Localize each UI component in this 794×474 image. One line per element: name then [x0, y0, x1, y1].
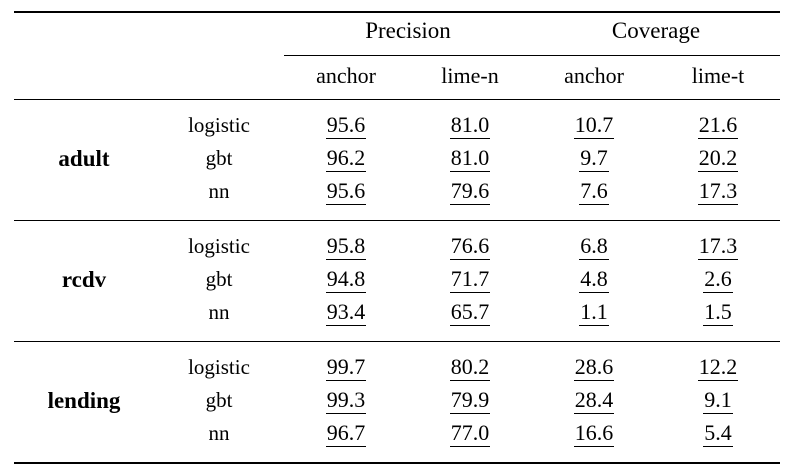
- cell-value: 77.0: [450, 420, 490, 446]
- header-dataset: [14, 56, 154, 97]
- column-group-coverage: [532, 12, 780, 53]
- cell-coverage-lime: [656, 230, 780, 263]
- cell-value: 4.8: [580, 266, 608, 292]
- cell-value: 94.8: [326, 266, 366, 292]
- cell-coverage-lime: [656, 384, 780, 417]
- cell-value: 96.7: [326, 420, 366, 446]
- header-coverage-lime: lime-t: [691, 63, 745, 88]
- row-model: logistic: [188, 355, 250, 379]
- table-row: [14, 351, 780, 384]
- block-spacer: [14, 221, 780, 231]
- cell-value: 95.8: [326, 233, 366, 259]
- block-spacer: [14, 342, 780, 352]
- cell-precision-lime: [408, 175, 532, 208]
- column-header-row: [14, 56, 780, 97]
- header-model: [154, 56, 284, 97]
- column-group-precision-label: Precision: [365, 18, 451, 43]
- cell-value: 1.1: [580, 299, 608, 325]
- cell-precision-anchor: [284, 417, 408, 450]
- cell-value: 65.7: [450, 299, 490, 325]
- cell-coverage-lime: [656, 109, 780, 142]
- cell-coverage-lime: [656, 263, 780, 296]
- cell-precision-anchor: [284, 175, 408, 208]
- cell-value: 9.1: [704, 387, 732, 413]
- cell-value: 21.6: [698, 112, 738, 138]
- cell-value: 95.6: [326, 112, 366, 138]
- cell-coverage-anchor: [532, 175, 656, 208]
- cell-value: 12.2: [698, 354, 738, 380]
- cell-precision-anchor: [284, 351, 408, 384]
- cell-coverage-anchor: [532, 263, 656, 296]
- cell-coverage-anchor: [532, 230, 656, 263]
- cell-value: 1.5: [704, 299, 732, 325]
- cell-coverage-lime: [656, 175, 780, 208]
- cell-precision-anchor: [284, 384, 408, 417]
- table-rule-bottom: [14, 459, 780, 463]
- column-group-header-row: [14, 12, 780, 53]
- cell-coverage-anchor: [532, 417, 656, 450]
- row-model: nn: [208, 421, 230, 445]
- cell-precision-lime: [408, 263, 532, 296]
- cell-coverage-anchor: [532, 351, 656, 384]
- table-row: [14, 230, 780, 263]
- column-group-coverage-label: Coverage: [611, 18, 701, 43]
- corner-cell-model: [154, 12, 284, 53]
- cell-precision-anchor: [284, 109, 408, 142]
- cell-precision-lime: [408, 351, 532, 384]
- header-precision-lime: lime-n: [441, 63, 499, 88]
- row-model: gbt: [205, 146, 233, 170]
- cell-precision-lime: [408, 109, 532, 142]
- cell-value: 17.3: [698, 178, 738, 204]
- block-spacer: [14, 208, 780, 217]
- corner-cell-dataset: [14, 12, 154, 53]
- cell-precision-lime: [408, 142, 532, 175]
- cell-coverage-anchor: [532, 296, 656, 329]
- cell-value: 81.0: [450, 145, 490, 171]
- cell-precision-anchor: [284, 263, 408, 296]
- cell-precision-anchor: [284, 230, 408, 263]
- cell-precision-lime: [408, 230, 532, 263]
- cell-value: 5.4: [704, 420, 732, 446]
- results-table: [14, 8, 780, 464]
- cell-value: 28.4: [574, 387, 614, 413]
- row-model: logistic: [188, 234, 250, 258]
- table-row: [14, 109, 780, 142]
- cell-value: 76.6: [450, 233, 490, 259]
- row-dataset-rcdv: rcdv: [61, 266, 107, 292]
- cell-value: 81.0: [450, 112, 490, 138]
- cell-value: 2.6: [704, 266, 732, 292]
- cell-value: 7.6: [580, 178, 608, 204]
- column-group-precision: [284, 12, 532, 53]
- row-model: nn: [208, 179, 230, 203]
- cell-value: 71.7: [450, 266, 490, 292]
- cell-coverage-lime: [656, 142, 780, 175]
- block-spacer: [14, 329, 780, 338]
- cell-precision-lime: [408, 384, 532, 417]
- row-dataset-adult: adult: [58, 145, 110, 171]
- cell-coverage-lime: [656, 296, 780, 329]
- cell-value: 20.2: [698, 145, 738, 171]
- header-precision-anchor: anchor: [316, 63, 376, 88]
- row-model: gbt: [205, 388, 233, 412]
- cell-coverage-lime: [656, 351, 780, 384]
- cell-value: 99.3: [326, 387, 366, 413]
- cell-value: 10.7: [574, 112, 614, 138]
- row-dataset-lending: lending: [47, 387, 121, 413]
- cell-value: 79.9: [450, 387, 490, 413]
- cell-value: 79.6: [450, 178, 490, 204]
- cell-value: 93.4: [326, 299, 366, 325]
- row-model: nn: [208, 300, 230, 324]
- cell-value: 99.7: [326, 354, 366, 380]
- cell-value: 80.2: [450, 354, 490, 380]
- cell-coverage-anchor: [532, 109, 656, 142]
- cell-value: 17.3: [698, 233, 738, 259]
- block-spacer: [14, 100, 780, 110]
- cell-value: 16.6: [574, 420, 614, 446]
- header-coverage-anchor: anchor: [564, 63, 624, 88]
- cell-precision-anchor: [284, 296, 408, 329]
- cell-value: 28.6: [574, 354, 614, 380]
- cell-value: 96.2: [326, 145, 366, 171]
- cell-value: 6.8: [580, 233, 608, 259]
- cell-precision-lime: [408, 296, 532, 329]
- cell-value: 95.6: [326, 178, 366, 204]
- cell-coverage-lime: [656, 417, 780, 450]
- row-model: gbt: [205, 267, 233, 291]
- cell-coverage-anchor: [532, 384, 656, 417]
- cell-precision-lime: [408, 417, 532, 450]
- cell-value: 9.7: [580, 145, 608, 171]
- cell-coverage-anchor: [532, 142, 656, 175]
- block-spacer: [14, 450, 780, 459]
- row-model: logistic: [188, 113, 250, 137]
- cell-precision-anchor: [284, 142, 408, 175]
